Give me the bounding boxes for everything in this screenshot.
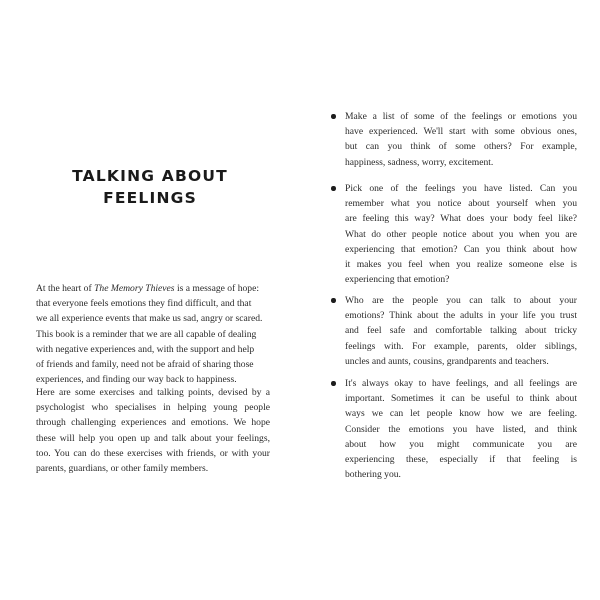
book-title: The Memory Thieves bbox=[94, 283, 175, 294]
paragraph-line: we all experience events that make us sad, angry or scared. bbox=[36, 313, 263, 325]
list-item bbox=[345, 293, 577, 369]
paragraph-line: through challenging experiences and emotions. We hope bbox=[36, 417, 270, 429]
list-item-text bbox=[345, 293, 577, 369]
paragraph-line: At the heart of The Memory Thieves is a message of hope: bbox=[36, 283, 260, 294]
list-item-text bbox=[345, 181, 577, 287]
bullet-icon bbox=[331, 186, 336, 191]
list-item bbox=[345, 181, 577, 287]
bullet-icon bbox=[331, 114, 336, 119]
paragraph-line: This book is a reminder that we are all capable of dealing bbox=[36, 328, 257, 340]
paragraph-line: experiences, and finding our way back to happiness. bbox=[36, 374, 237, 386]
list-item-line: experiencing that emotion? bbox=[345, 274, 450, 286]
page-title-line: TALKING ABOUT bbox=[72, 167, 228, 185]
list-item-line: bothering you. bbox=[345, 469, 401, 481]
list-item-line: important. Sometimes it can be useful to think about bbox=[345, 393, 577, 405]
list-item-line: emotions? Think about the adults in your life you trust bbox=[345, 310, 577, 322]
right-page bbox=[300, 0, 600, 600]
page-title-line: FEELINGS bbox=[103, 189, 197, 207]
list-item-line: remember what you notice about yourself when you bbox=[345, 198, 577, 210]
list-item-line: Pick one of the feelings you have listed. Can you bbox=[345, 183, 577, 194]
list-item-line: but can you think of some others? For example, bbox=[345, 141, 577, 153]
paragraph-line: psychologist who specialises in helping young people bbox=[36, 402, 270, 414]
intro-paragraph bbox=[36, 281, 270, 387]
paragraph-line: with negative experiences and, with the support and help bbox=[36, 343, 255, 355]
list-item-line: experiencing these, especially if that feeling is bbox=[345, 454, 577, 466]
list-item bbox=[345, 109, 577, 170]
paragraph-line: Here are some exercises and talking points, devised by a bbox=[36, 387, 270, 398]
paragraph-line: that everyone feels emotions they find difficult, and that bbox=[36, 298, 252, 310]
list-item-line: it makes you feel when you realize someone else is bbox=[345, 259, 577, 271]
list-item-line: have experienced. We'll start with some obvious ones, bbox=[345, 126, 577, 138]
list-item-line: What do other people notice about you when you are bbox=[345, 228, 577, 240]
list-item-line: Make a list of some of the feelings or emotions you bbox=[345, 111, 577, 122]
paragraph-line: parents, guardians, or other family members. bbox=[36, 463, 209, 475]
list-item-line: It's always okay to have feelings, and all feelings are bbox=[345, 378, 577, 389]
list-item-line: uncles and aunts, cousins, grandparents and teachers. bbox=[345, 355, 549, 367]
bullet-icon bbox=[331, 381, 336, 386]
paragraph-line: these will help you open up and talk about your feelings, bbox=[36, 432, 270, 444]
bullet-icon bbox=[331, 298, 336, 303]
list-item-line: happiness, sadness, worry, excitement. bbox=[345, 156, 494, 168]
exercises-paragraph bbox=[36, 385, 270, 476]
list-item-line: ways we can let people know how we are feeling. bbox=[345, 408, 577, 420]
list-item-text bbox=[345, 109, 577, 170]
paragraph-line: too. You can do these exercises with friends, or with your bbox=[36, 447, 270, 459]
list-item-line: Who are the people you can talk to about your bbox=[345, 295, 577, 306]
page-title bbox=[34, 165, 266, 209]
list-item-text bbox=[345, 376, 577, 482]
list-item-line: Consider the emotions you have listed, and think bbox=[345, 423, 577, 435]
list-item-line: about how you might communicate you are bbox=[345, 438, 577, 450]
list-item-line: experiencing that emotion? Can you think about how bbox=[345, 243, 577, 255]
list-item bbox=[345, 376, 577, 482]
list-item-line: feelings with. For example, parents, older siblings, bbox=[345, 340, 577, 352]
list-item-line: are feeling this way? What does your body feel like? bbox=[345, 213, 577, 225]
paragraph-line: of friends and family, need not be afraid of sharing those bbox=[36, 359, 254, 371]
list-item-line: and feel safe and comfortable talking about tricky bbox=[345, 325, 577, 337]
